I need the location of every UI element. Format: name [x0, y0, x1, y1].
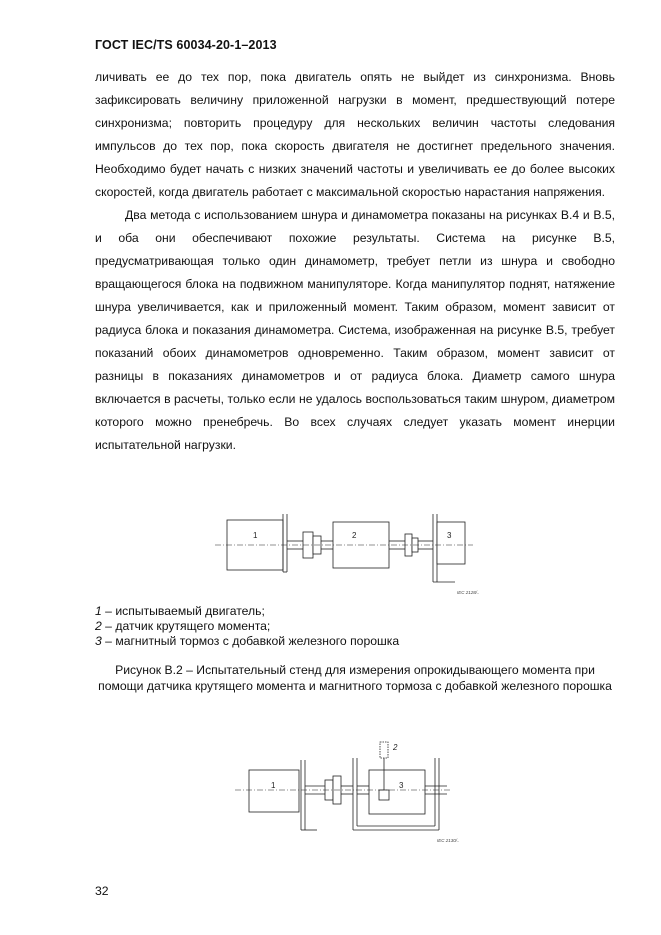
block [369, 770, 425, 814]
page-number: 32 [95, 884, 109, 898]
paragraph-2: Два метода с использованием шнура и динамометра показаны на рисунках В.4 и В.5, и оба они обеспечивают похожие результаты. Система на рисунке В.5, предусматривающая только один динамометр, требует петли из шнура и свободно вращающегося блока на подвижном манипуляторе. Когда манипулятор поднят, натяжение шнура увеличивается, как и приложенный момент. Таким образом, момент зависит от радиуса блока и показания динамометра. Система, изображенная на рисунке В.5, требует показаний обоих динамометров одновременно. Таким образом, момент зависит от разницы в показаниях динамометров и от радиуса блока. Диаметр самого шнура включается в расчеты, только если не удалось воспользоваться таким шнуром, диаметром которого можно пренебречь. Во всех случаях следует указать момент инерции испытательной нагрузки. [95, 208, 615, 452]
legend-item: 2 – датчик крутящего момента; [95, 619, 271, 633]
figure-legend [95, 604, 399, 649]
dynamometer [380, 742, 388, 758]
legend-item: 3 – магнитный тормоз с добавкой железного порошка [95, 634, 400, 648]
figure-caption: Рисунок В.2 – Испытательный стенд для измерения опрокидывающего момента при помощи датчика крутящего момента и магнитного тормоза с добавкой железного порошка [98, 663, 612, 693]
fig1-iec-code: IEC 2128/.. [457, 590, 480, 595]
fig2-label-1: 1 [271, 781, 276, 790]
document-header: ГОСТ IEC/TS 60034-20-1–2013 [95, 38, 277, 52]
fig1-label-2: 2 [352, 531, 357, 540]
magnetic-brake [437, 522, 465, 564]
fig2-label-2: 2 [393, 743, 398, 752]
fig2-iec-code: IEC 2130/.. [437, 838, 460, 843]
motor-body [249, 770, 299, 812]
figure-b4-diagram [235, 738, 465, 848]
legend-item: 1 – испытываемый двигатель; [95, 604, 265, 618]
paragraph-1: личивать ее до тех пор, пока двигатель опять не выйдет из синхронизма. Вновь зафиксировать величину приложенной нагрузки в момент, предшествующий потере синхронизма; повторить процедуру для нескольких величин частоты следования импульсов до тех пор, пока скорость двигателя не достигнет предельного значения. Необходимо будет начать с низких значений частоты и увеличивать ее до более высоких скоростей, когда двигатель работает с максимальной скоростью нарастания напряжения. [95, 70, 615, 199]
fig2-label-3: 3 [399, 781, 404, 790]
figure-b2-diagram [215, 500, 480, 600]
body-text [95, 66, 615, 457]
fig1-label-1: 1 [253, 531, 258, 540]
fig1-label-3: 3 [447, 531, 452, 540]
